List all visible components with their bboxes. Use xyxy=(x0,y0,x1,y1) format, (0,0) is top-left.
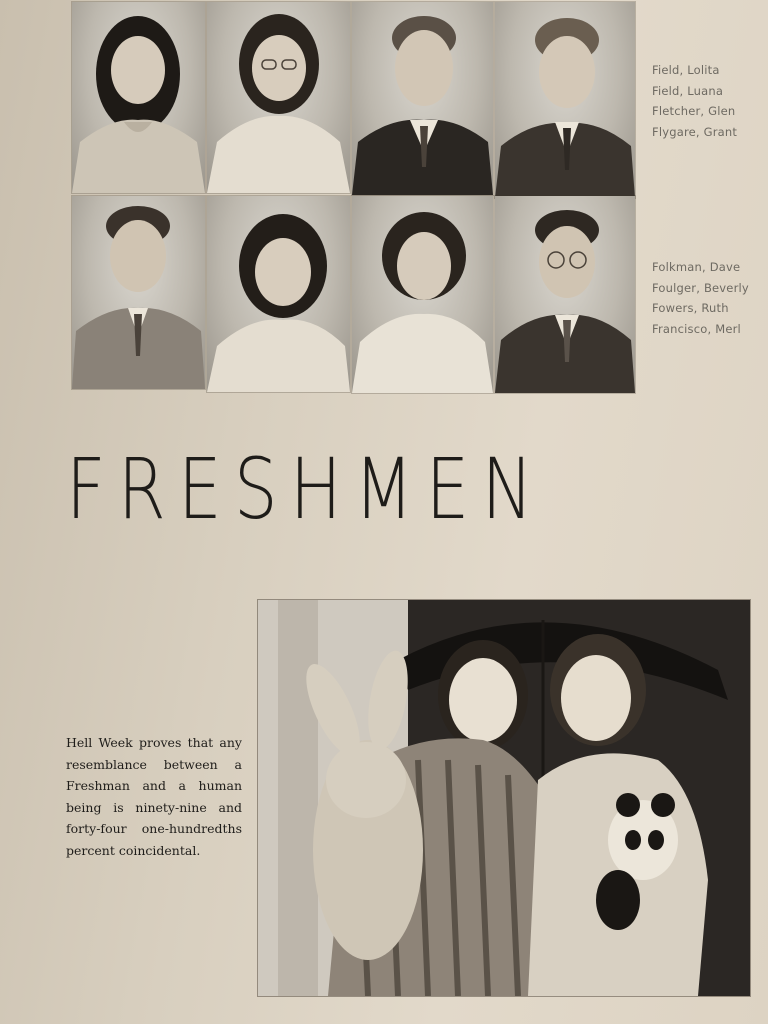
name-list-row-2 xyxy=(652,257,749,339)
student-name: Flygare, Grant xyxy=(652,124,738,139)
portrait-girl-dark-hair xyxy=(352,196,493,393)
photo-caption: Hell Week proves that any resemblance between a Freshman and a human being is ninety-nine and forty-four one-hundredths percent coincidental. xyxy=(66,735,242,858)
student-name: Francisco, Merl xyxy=(652,321,741,336)
portrait-photo xyxy=(207,2,350,193)
portrait-photo xyxy=(495,2,635,198)
student-name: Folkman, Dave xyxy=(652,260,741,274)
name-list-row-1 xyxy=(652,60,737,142)
portrait-photo xyxy=(72,2,205,193)
student-name: Foulger, Beverly xyxy=(652,280,749,295)
portrait-girl-glasses xyxy=(207,2,350,193)
portrait-photo xyxy=(352,2,493,195)
portrait-boy-plaid xyxy=(72,196,205,389)
student-name: Fletcher, Glen xyxy=(652,104,736,118)
group-photo xyxy=(258,600,750,996)
photo-girls-umbrella-stuffed-animals xyxy=(258,600,750,996)
student-name: Field, Lolita xyxy=(652,63,720,77)
portrait-photo xyxy=(207,196,350,392)
portrait-boy-suit xyxy=(495,2,635,198)
portrait-boy-glasses xyxy=(495,196,635,393)
portrait-photo xyxy=(72,196,205,389)
section-title: FRESHMEN xyxy=(66,440,546,538)
student-name: Fowers, Ruth xyxy=(652,301,729,315)
portrait-girl-dark-hair xyxy=(72,2,205,193)
portrait-boy-suit xyxy=(352,2,493,195)
portrait-photo xyxy=(352,196,493,393)
student-name: Field, Luana xyxy=(652,83,724,98)
portrait-girl-dark-hair xyxy=(207,196,350,392)
portrait-photo xyxy=(495,196,635,393)
